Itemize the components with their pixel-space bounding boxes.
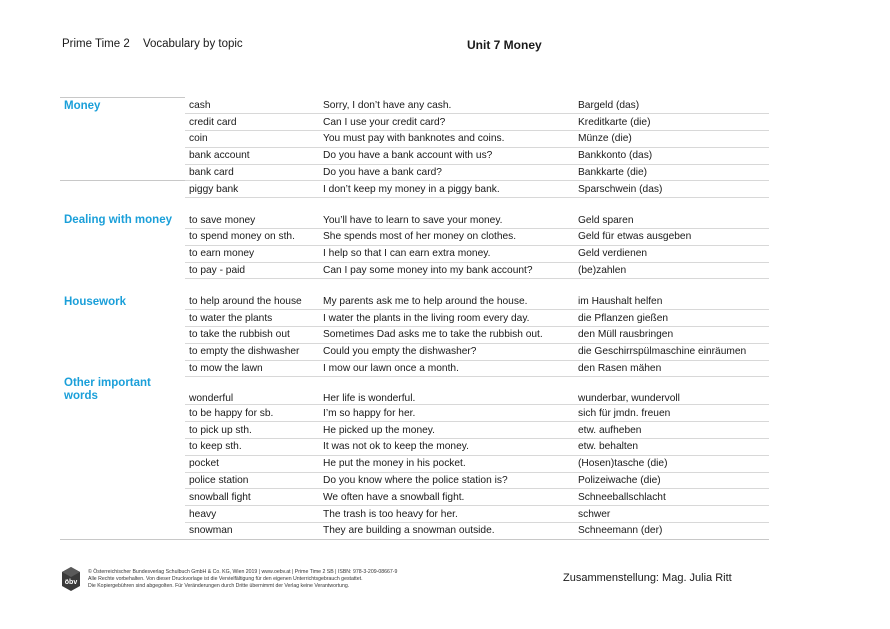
example-cell: We often have a snowball fight.: [319, 489, 574, 506]
example-cell: The trash is too heavy for her.: [319, 506, 574, 523]
translation-cell: den Rasen mähen: [574, 360, 769, 377]
example-cell: I mow our lawn once a month.: [319, 360, 574, 377]
translation-cell: (be)zahlen: [574, 262, 769, 279]
example-cell: I’m so happy for her.: [319, 405, 574, 422]
table-row: [60, 489, 769, 506]
translation-cell: Bankkonto (das): [574, 147, 769, 164]
table-row: [60, 262, 769, 279]
example-cell: I don’t keep my money in a piggy bank.: [319, 181, 574, 198]
table-row: [60, 405, 769, 422]
example-cell: She spends most of her money on clothes.: [319, 229, 574, 246]
translation-cell: Geld verdienen: [574, 245, 769, 262]
translation-cell: die Pflanzen gießen: [574, 310, 769, 327]
table-row: [60, 523, 769, 540]
example-cell: He picked up the money.: [319, 422, 574, 439]
table-row: [60, 164, 769, 181]
table-row: [60, 181, 769, 198]
table-row: [60, 114, 769, 131]
word-cell: to water the plants: [185, 310, 319, 327]
word-cell: to pay - paid: [185, 262, 319, 279]
table-row: [60, 343, 769, 360]
example-cell: Do you have a bank account with us?: [319, 147, 574, 164]
translation-cell: Bargeld (das): [574, 98, 769, 114]
example-cell: Sometimes Dad asks me to take the rubbish out.: [319, 327, 574, 344]
word-cell: police station: [185, 472, 319, 489]
word-cell: to keep sth.: [185, 439, 319, 456]
table-row: [60, 293, 769, 309]
word-cell: to mow the lawn: [185, 360, 319, 377]
word-cell: to empty the dishwasher: [185, 343, 319, 360]
compiler-credit: Zusammenstellung: Mag. Julia Ritt: [563, 572, 732, 584]
example-cell: It was not ok to keep the money.: [319, 439, 574, 456]
translation-cell: etw. behalten: [574, 439, 769, 456]
example-cell: You’ll have to learn to save your money.: [319, 212, 574, 228]
example-cell: Can I use your credit card?: [319, 114, 574, 131]
word-cell: bank card: [185, 164, 319, 181]
translation-cell: im Haushalt helfen: [574, 293, 769, 309]
example-cell: Could you empty the dishwasher?: [319, 343, 574, 360]
translation-cell: wunderbar, wundervoll: [574, 377, 769, 405]
translation-cell: Schneeballschlacht: [574, 489, 769, 506]
word-cell: to save money: [185, 212, 319, 228]
word-cell: coin: [185, 131, 319, 148]
translation-cell: sich für jmdn. freuen: [574, 405, 769, 422]
table-row: [60, 310, 769, 327]
topic-heading: Dealing with money: [64, 214, 172, 227]
book-title: Prime Time 2: [62, 38, 130, 50]
translation-cell: etw. aufheben: [574, 422, 769, 439]
table-row: [60, 455, 769, 472]
word-cell: heavy: [185, 506, 319, 523]
table-row: [60, 422, 769, 439]
translation-cell: Geld sparen: [574, 212, 769, 228]
table-row: [60, 229, 769, 246]
example-cell: Do you know where the police station is?: [319, 472, 574, 489]
translation-cell: Geld für etwas ausgeben: [574, 229, 769, 246]
translation-cell: (Hosen)tasche (die): [574, 455, 769, 472]
header-left: [62, 38, 253, 50]
translation-cell: schwer: [574, 506, 769, 523]
copyright-line: Alle Rechte vorbehalten. Von dieser Druckvorlage ist die Vervielfältigung für den eigenen Unterrichtsgebrauch gestattet.: [88, 576, 363, 582]
copyright-notice: [88, 569, 448, 590]
word-cell: to earn money: [185, 245, 319, 262]
word-cell: to be happy for sb.: [185, 405, 319, 422]
table-row: [60, 245, 769, 262]
example-cell: I help so that I can earn extra money.: [319, 245, 574, 262]
table-row: [60, 377, 769, 405]
word-cell: cash: [185, 98, 319, 114]
table-row: [60, 506, 769, 523]
oebv-logo-icon: [60, 566, 82, 592]
table-row: [60, 327, 769, 344]
example-cell: He put the money in his pocket.: [319, 455, 574, 472]
table-row: [60, 472, 769, 489]
table-row: [60, 131, 769, 148]
example-cell: Her life is wonderful.: [319, 377, 574, 405]
translation-cell: Polizeiwache (die): [574, 472, 769, 489]
translation-cell: Bankkarte (die): [574, 164, 769, 181]
topic-heading: Other important words: [64, 376, 151, 402]
word-cell: to spend money on sth.: [185, 229, 319, 246]
topic-heading: Housework: [64, 295, 126, 308]
example-cell: Sorry, I don’t have any cash.: [319, 98, 574, 114]
vocabulary-table: [60, 97, 769, 540]
word-cell: pocket: [185, 455, 319, 472]
logo-text: öbv: [64, 579, 78, 586]
example-cell: Do you have a bank card?: [319, 164, 574, 181]
word-cell: to help around the house: [185, 293, 319, 309]
word-cell: bank account: [185, 147, 319, 164]
word-cell: to take the rubbish out: [185, 327, 319, 344]
table-row: [60, 98, 769, 114]
table-row: [60, 147, 769, 164]
example-cell: You must pay with banknotes and coins.: [319, 131, 574, 148]
table-row: [60, 360, 769, 377]
copyright-line: Die Kopiergebühren sind abgegolten. Für Veränderungen durch Dritte übernimmt der Verlag keine Verantwortung.: [88, 583, 350, 589]
word-cell: piggy bank: [185, 181, 319, 198]
topic-heading: Money: [60, 98, 185, 114]
word-cell: snowball fight: [185, 489, 319, 506]
copyright-line: © Österreichischer Bundesverlag Schulbuch GmbH & Co. KG, Wien 2019 | www.oebv.at | Prime Time 2 SB | ISBN: 978-3-209-08667-9: [88, 569, 398, 575]
word-cell: snowman: [185, 523, 319, 540]
word-cell: to pick up sth.: [185, 422, 319, 439]
translation-cell: Sparschwein (das): [574, 181, 769, 198]
example-cell: I water the plants in the living room every day.: [319, 310, 574, 327]
example-cell: They are building a snowman outside.: [319, 523, 574, 540]
word-cell: wonderful: [185, 377, 319, 405]
table-row: [60, 212, 769, 228]
unit-title: Unit 7 Money: [467, 38, 542, 52]
translation-cell: die Geschirrspülmaschine einräumen: [574, 343, 769, 360]
example-cell: My parents ask me to help around the house.: [319, 293, 574, 309]
table-row: [60, 439, 769, 456]
translation-cell: Kreditkarte (die): [574, 114, 769, 131]
page-subtitle: Vocabulary by topic: [142, 38, 243, 50]
translation-cell: den Müll rausbringen: [574, 327, 769, 344]
example-cell: Can I pay some money into my bank account?: [319, 262, 574, 279]
word-cell: credit card: [185, 114, 319, 131]
translation-cell: Schneemann (der): [574, 523, 769, 540]
translation-cell: Münze (die): [574, 131, 769, 148]
